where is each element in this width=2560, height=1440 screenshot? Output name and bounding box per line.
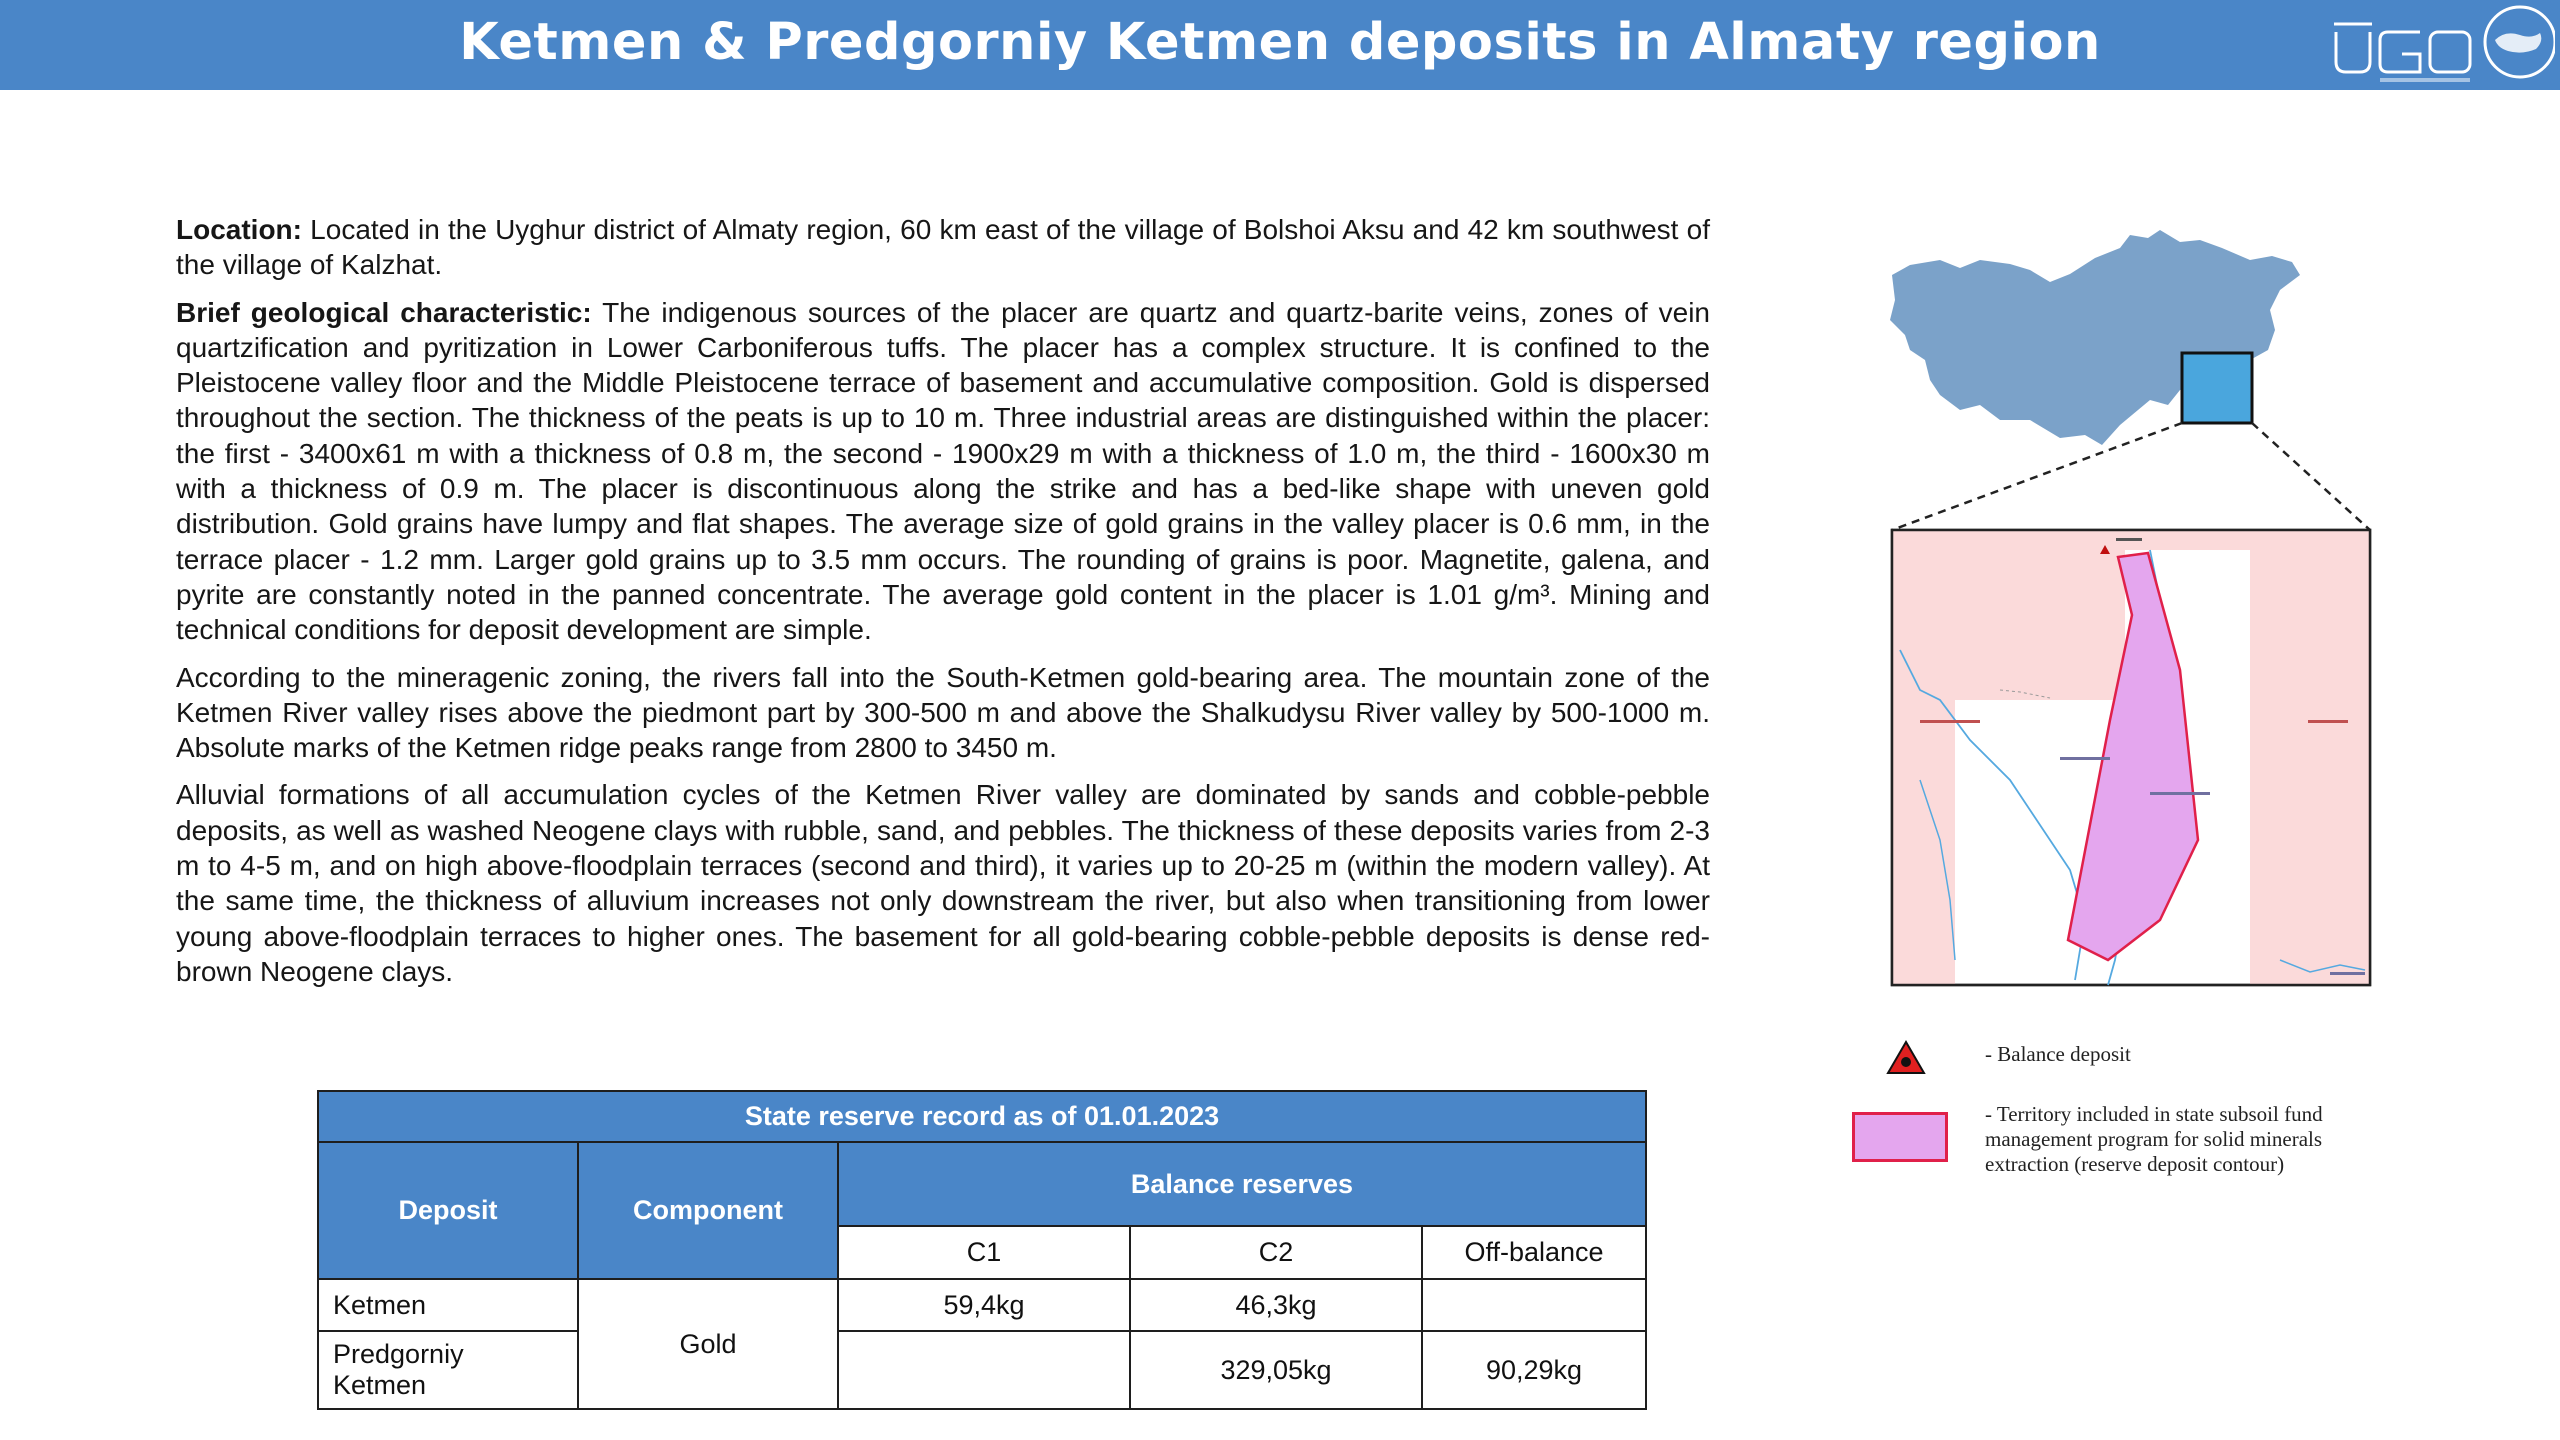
col-component-header: Component [578,1142,838,1279]
table-caption-row [318,1091,1646,1142]
c2-cell: 46,3kg [1130,1279,1422,1331]
geology-label: Brief geological characteristic: [176,296,592,328]
deposit-name-line-1: Predgorniy [333,1339,464,1369]
deposit-name-line-2: Ketmen [333,1370,427,1400]
offbalance-cell: 90,29kg [1422,1331,1646,1409]
col-balance-header: Balance reserves [838,1142,1646,1226]
location-map [1880,220,2400,1000]
c1-cell: 59,4kg [838,1279,1130,1331]
c2-cell: 329,05kg [1130,1331,1422,1409]
legend-balance-label: - Balance deposit [1985,1042,2131,1066]
legend-territory-label-1: - Territory included in state subsoil fund [1985,1102,2323,1126]
location-body: Located in the Uyghur district of Almaty region, 60 km east of the village of Bolshoi Aksu and 42 km southwest of the village of Kalzhat. [176,214,1710,281]
balance-deposit-icon [1886,1040,1926,1076]
col-offbalance-header: Off-balance [1422,1226,1646,1279]
company-logo [2330,2,2555,88]
offbalance-cell [1422,1279,1646,1331]
location-label: Location: [176,214,302,245]
geology-paragraph [176,295,1710,648]
detail-map [1892,530,2370,985]
deposit-cell [318,1331,578,1409]
col-c1-header: C1 [838,1226,1130,1279]
table-header-row [318,1142,1646,1226]
page-title: Ketmen & Predgorniy Ketmen deposits in Almaty region [459,13,2101,72]
component-cell: Gold [578,1279,838,1409]
description-text [176,212,1710,1001]
col-deposit-header: Deposit [318,1142,578,1279]
col-c2-header: C2 [1130,1226,1422,1279]
legend-territory-label-2: management program for solid minerals [1985,1127,2323,1151]
reserve-contour-swatch [1852,1112,1948,1162]
geology-body: The indigenous sources of the placer are quartz and quartz-barite veins, zones of vein quartzification and pyritization in Lower Carboniferous tuffs. The placer has a complex structure. It is confined to the Pleistocene valley floor and the Middle Pleistocene terrace of basement and accumulative composition. Gold is dispersed throughout the section. The thickness of the peats is up to 10 m. Three industrial areas are distinguished within the placer: the first - 3400x61 m with a thickness of 0.8 m, the second - 1900x29 m with a thickness of 1.0 m, the third - 1600x30 m with a thickness of 0.9 m. The placer is discontinuous along the strike and has a bed-like shape with uneven gold distribution. Gold grains have lumpy and flat shapes. The average size of gold grains in the valley placer is 0.6 mm, in the terrace placer - 1.2 mm. Larger gold grains up to 3.5 mm occurs. The rounding of grains is poor. Magnetite, galena, and pyrite are constantly noted in the panned concentrate. The average gold content in the placer is 1.01 g/m³. Mining and technical conditions for deposit development are simple. [176,296,1710,646]
map-legend [1850,1030,2410,1190]
reserves-table [317,1090,1647,1410]
table-row [318,1279,1646,1331]
table-caption: State reserve record as of 01.01.2023 [318,1091,1646,1142]
legend-territory-label-3: extraction (reserve deposit contour) [1985,1152,2285,1176]
location-paragraph [176,212,1710,283]
region-highlight [2182,353,2252,423]
zoning-paragraph: According to the mineragenic zoning, the rivers fall into the South-Ketmen gold-bearing area. The mountain zone of the Ketmen River valley rises above the piedmont part by 300-500 m and above the Shalkudysu River valley by 500-1000 m. Absolute marks of the Ketmen ridge peaks range from 2800 to 3450 m. [176,661,1710,764]
alluvial-paragraph: Alluvial formations of all accumulation cycles of the Ketmen River valley are dominated by sands and cobble-pebble deposits, as well as washed Neogene clays with rubble, sand, and pebbles. The thickness of these deposits varies from 2-3 m to 4-5 m, and on high above-floodplain terraces (second and third), it varies up to 20-25 m (within the modern valley). At the same time, the thickness of alluvium increases not only downstream the river, but also when transitioning from lower young above-floodplain terraces to higher ones. The basement for all gold-bearing cobble-pebble deposits is dense red-brown Neogene clays. [176,779,1710,987]
c1-cell [838,1331,1130,1409]
table-row [318,1331,1646,1409]
deposit-cell: Ketmen [318,1279,578,1331]
